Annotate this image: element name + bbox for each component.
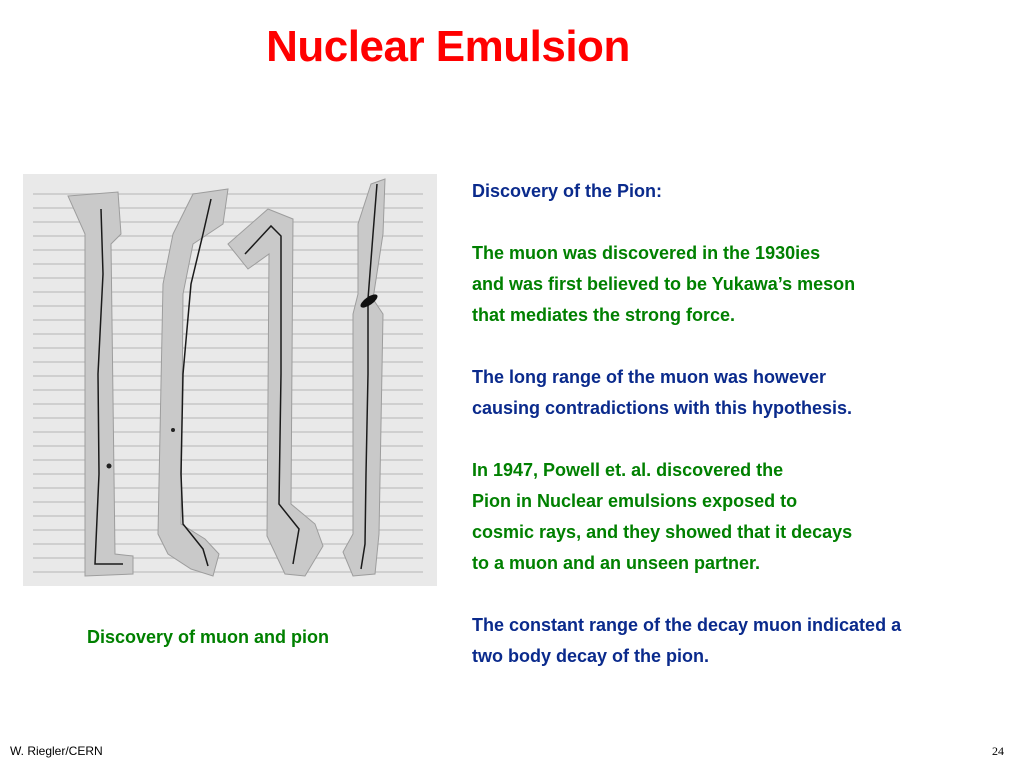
text-line: and was first believed to be Yukawa’s meson <box>472 274 856 294</box>
text-line: The muon was discovered in the 1930ies <box>472 243 821 263</box>
text-line: The constant range of the decay muon indicated a <box>472 615 902 635</box>
figure-caption: Discovery of muon and pion <box>87 627 330 647</box>
text-line: two body decay of the pion. <box>472 646 710 666</box>
text-line: to a muon and an unseen partner. <box>472 553 761 573</box>
body-text <box>472 176 1012 672</box>
text-line: that mediates the strong force. <box>472 305 736 325</box>
footer-author: W. Riegler/CERN <box>10 744 103 758</box>
page-number: 24 <box>992 744 1004 758</box>
slide-title: Nuclear Emulsion <box>266 22 630 71</box>
emulsion-photograph <box>23 174 437 586</box>
text-line: Pion in Nuclear emulsions exposed to <box>472 491 798 511</box>
text-line: In 1947, Powell et. al. discovered the <box>472 460 784 480</box>
text-line: Discovery of the Pion: <box>472 181 663 201</box>
text-line: causing contradictions with this hypothesis. <box>472 398 853 418</box>
text-line: The long range of the muon was however <box>472 367 827 387</box>
text-line: cosmic rays, and they showed that it decays <box>472 522 853 542</box>
